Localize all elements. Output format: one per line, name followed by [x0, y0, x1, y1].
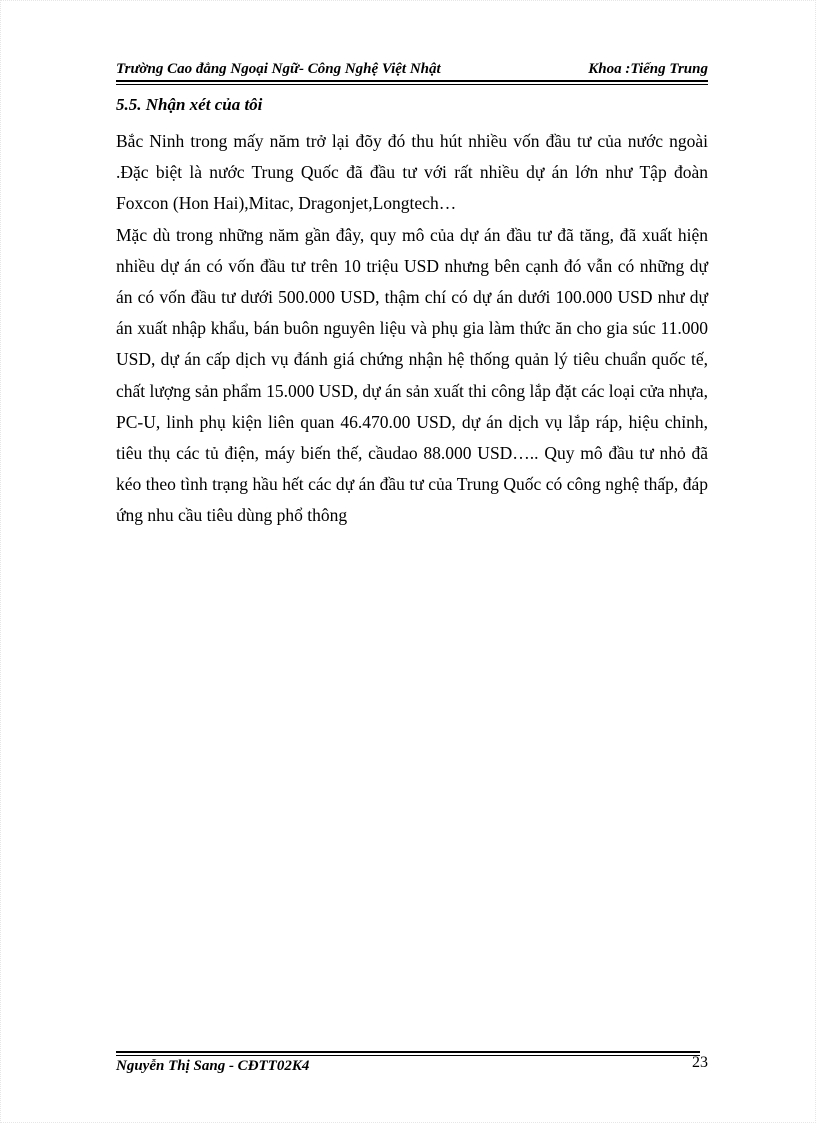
paragraph: Mặc dù trong những năm gần đây, quy mô của dự án đầu tư đã tăng, đã xuất hiện nhiều dự án có vốn đầu tư trên 10 triệu USD nhưng bên cạnh đó vẫn có những dự án có vốn đầu tư dưới 500.000 USD, thậm chí có dự án dưới 100.000 USD như dự án xuất nhập khẩu, bán buôn nguyên liệu và phụ gia làm thức ăn cho gia súc 11.000 USD, dự án cấp dịch vụ đánh giá chứng nhận hệ thống quản lý tiêu chuẩn quốc tế, chất lượng sản phẩm 15.000 USD, dự án sản xuất thi công lắp đặt các loại cửa nhựa, PC-U, linh phụ kiện liên quan 46.470.00 USD, dự án dịch vụ lắp ráp, hiệu chỉnh, tiêu thụ các tủ điện, máy biến thế, cầudao 88.000 USD….. Quy mô đầu tư nhỏ đã kéo theo tình trạng hầu hết các dự án đầu tư của Trung Quốc có công nghệ thấp, đáp ứng nhu cầu tiêu dùng phổ thông: [116, 224, 708, 526]
header-rule: [116, 80, 708, 82]
footer-author: Nguyễn Thị Sang - CĐTT02K4: [116, 1058, 310, 1074]
header-department: Khoa :Tiếng Trung: [588, 61, 708, 77]
body-text: [116, 126, 708, 532]
page-header: [116, 58, 708, 80]
page-number: 23: [692, 1054, 708, 1071]
header-rule-thin: [116, 84, 708, 85]
footer-rule: [116, 1051, 700, 1053]
section-title: 5.5. Nhận xét của tôi: [116, 95, 263, 114]
header-school: Trường Cao đẳng Ngoại Ngữ- Công Nghệ Việt Nhật: [116, 61, 441, 77]
footer-rule-thin: [116, 1055, 700, 1056]
paragraph: Bắc Ninh trong mấy năm trở lại đõy đó thu hút nhiều vốn đầu tư của nước ngoài .Đặc biệt là nước Trung Quốc đã đầu tư với rất nhiều dự án lớn như Tập đoàn Foxcon (Hon Hai),Mitac, Dragonjet,Longtech…: [116, 131, 708, 214]
